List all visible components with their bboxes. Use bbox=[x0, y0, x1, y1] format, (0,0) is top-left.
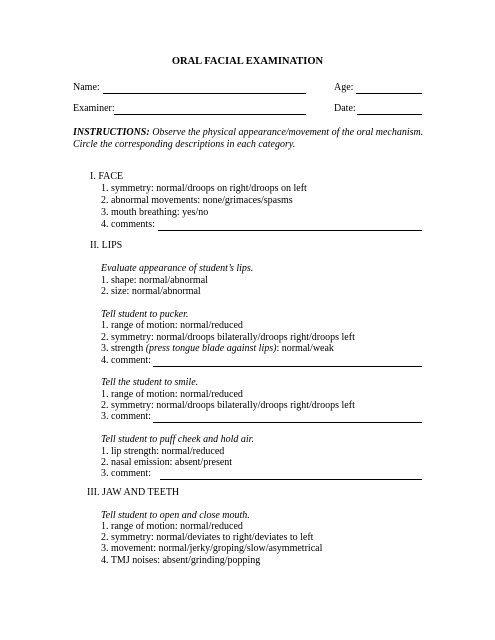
puff-item-2: 2. nasal emission: absent/present bbox=[101, 457, 233, 468]
smile-item-3: 3. comment: bbox=[101, 411, 151, 422]
section-face-heading: I. FACE bbox=[90, 171, 124, 182]
face-item-4: 4. comments: bbox=[101, 219, 155, 230]
date-field[interactable] bbox=[357, 114, 422, 115]
lips-prompt-puff: Tell student to puff cheek and hold air. bbox=[101, 434, 254, 445]
pucker-item-3 bbox=[101, 343, 334, 355]
pucker-item-2: 2. symmetry: normal/droops bilaterally/droops right/droops left bbox=[101, 332, 355, 343]
puff-item-3: 3. comment: bbox=[101, 468, 151, 479]
jaw-item-1: 1. range of motion: normal/reduced bbox=[101, 521, 243, 532]
smile-comment-field[interactable] bbox=[153, 422, 422, 423]
examiner-label: Examiner: bbox=[73, 103, 115, 114]
face-comments-field[interactable] bbox=[158, 230, 422, 231]
smile-item-1: 1. range of motion: normal/reduced bbox=[101, 389, 243, 400]
name-label: Name: bbox=[73, 82, 100, 93]
lips-prompt-pucker: Tell student to pucker. bbox=[101, 309, 189, 320]
jaw-item-2: 2. symmetry: normal/deviates to right/deviates to left bbox=[101, 532, 314, 543]
jaw-prompt: Tell student to open and close mouth. bbox=[101, 510, 250, 521]
instructions-label: INSTRUCTIONS: bbox=[73, 127, 150, 138]
age-field[interactable] bbox=[356, 93, 422, 94]
face-item-1: 1. symmetry: normal/droops on right/droops on left bbox=[101, 183, 307, 194]
smile-item-2: 2. symmetry: normal/droops bilaterally/droops right/droops left bbox=[101, 400, 355, 411]
date-label: Date: bbox=[334, 103, 356, 114]
instructions-text: Observe the physical appearance/movement of the oral mechanism. Circle the corresponding descriptions in each category. bbox=[73, 127, 424, 150]
section-lips-heading: II. LIPS bbox=[90, 240, 123, 251]
examiner-field[interactable] bbox=[114, 114, 306, 115]
lips-prompt-appearance: Evaluate appearance of student’s lips. bbox=[101, 263, 254, 274]
age-label: Age: bbox=[334, 82, 354, 93]
pucker-item-1: 1. range of motion: normal/reduced bbox=[101, 320, 243, 331]
puff-item-1: 1. lip strength: normal/reduced bbox=[101, 446, 225, 457]
jaw-item-4: 4. TMJ noises: absent/grinding/popping bbox=[101, 555, 261, 566]
document-title: ORAL FACIAL EXAMINATION bbox=[171, 56, 324, 67]
pucker-strength-value: : normal/weak bbox=[276, 343, 334, 354]
pucker-comment-field[interactable] bbox=[153, 366, 422, 367]
jaw-item-3: 3. movement: normal/jerky/groping/slow/asymmetrical bbox=[101, 543, 323, 554]
face-item-2: 2. abnormal movements: none/grimaces/spasms bbox=[101, 195, 293, 206]
name-field[interactable] bbox=[103, 93, 306, 94]
pucker-strength-note: (press tongue blade against lips) bbox=[145, 343, 277, 354]
pucker-item-4: 4. comment: bbox=[101, 355, 151, 366]
instructions bbox=[73, 127, 433, 151]
pucker-item-3-label: 3. strength bbox=[101, 343, 146, 354]
lips-prompt-smile: Tell the student to smile. bbox=[101, 377, 199, 388]
face-item-3: 3. mouth breathing: yes/no bbox=[101, 207, 209, 218]
puff-comment-field[interactable] bbox=[160, 479, 422, 480]
section-jaw-heading: III. JAW AND TEETH bbox=[87, 487, 180, 498]
lips-appearance-item-2: 2. size: normal/abnormal bbox=[101, 286, 201, 297]
lips-appearance-item-1: 1. shape: normal/abnormal bbox=[101, 275, 208, 286]
